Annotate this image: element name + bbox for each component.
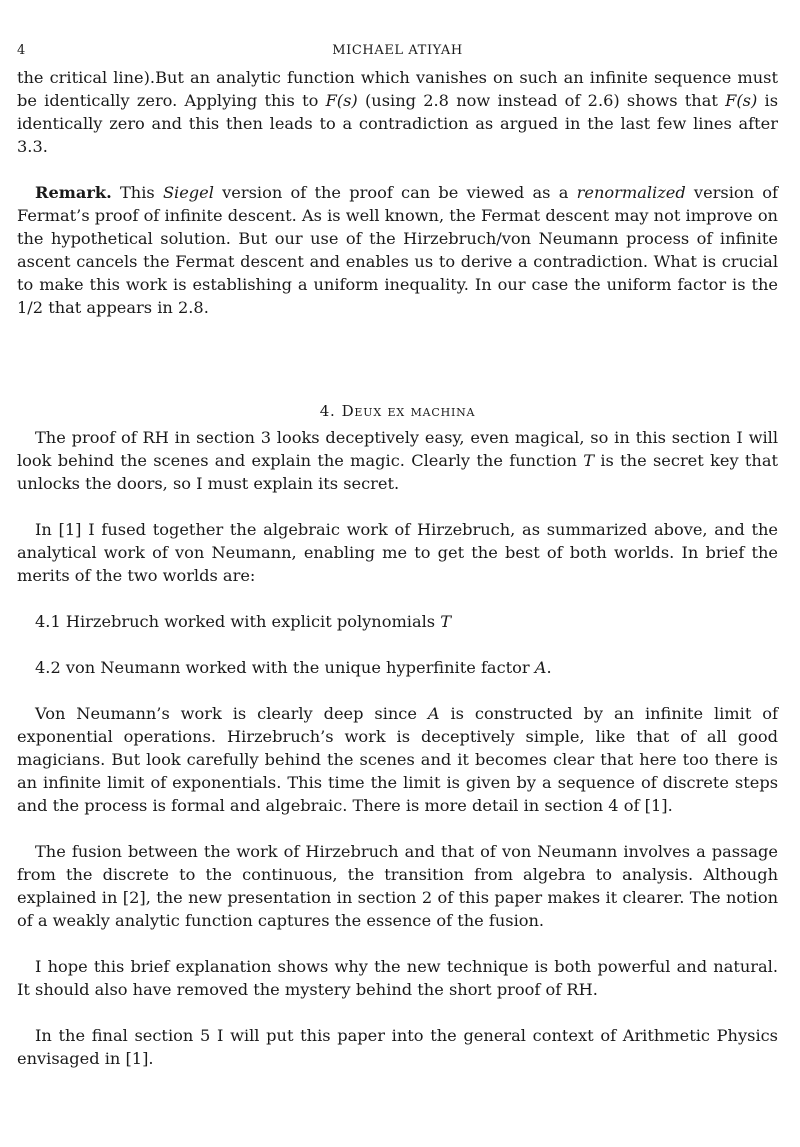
numbered-item: 4.2 von Neumann worked with the unique hyperfinite factor A. — [35, 658, 552, 677]
running-head-author: MICHAEL ATIYAH — [332, 43, 463, 58]
remark-label: Remark. — [35, 183, 112, 202]
body-paragraph: The fusion between the work of Hirzebruch and that of von Neumann involves a passage from the discrete to the continuous, the transition from algebra to analysis. Although explained in [2], the new presentation in section 2 of this paper makes it clearer. The notion of a weakly analytic function captures the essence of the fusion. — [17, 842, 778, 930]
continuation-paragraph: the critical line).But an analytic function which vanishes on such an infinite sequence must be identically zero. Applying this to F(s) (using 2.8 now instead of 2.6) shows that F(s) is identically zero and this then leads to a contradiction as argued in the last few lines after 3.3. — [17, 68, 779, 156]
section-heading — [17, 402, 778, 420]
section-number: 4. — [319, 402, 336, 420]
numbered-item: 4.1 Hirzebruch worked with explicit polynomials T — [35, 612, 452, 631]
remark-paragraph — [17, 181, 778, 319]
body-paragraph: I hope this brief explanation shows why the new technique is both powerful and natural. It should also have removed the mystery behind the short proof of RH. — [17, 957, 778, 999]
running-head — [17, 38, 778, 66]
body-paragraph: In [1] I fused together the algebraic work of Hirzebruch, as summarized above, and the analytical work of von Neumann, enabling me to get the best of both worlds. In brief the merits of the two worlds are: — [17, 520, 778, 585]
remark-text: This Siegel version of the proof can be viewed as a renormalized version of Fermat’s proof of infinite descent. As is well known, the Fermat descent may not improve on the hypothetical solution. But our use of the Hirzebruch/von Neumann process of infinite ascent cancels the Fermat descent and enables us to derive a contradiction. What is crucial to make this work is establishing a uniform inequality. In our case the uniform factor is the 1/2 that appears in 2.8. — [17, 183, 779, 317]
body-paragraph: In the final section 5 I will put this paper into the general context of Arithmetic Physics envisaged in [1]. — [17, 1026, 778, 1068]
body-paragraph: Von Neumann’s work is clearly deep since A is constructed by an infinite limit of exponential operations. Hirzebruch’s work is deceptively simple, like that of all good magicians. But look carefully behind the scenes and it becomes clear that here too there is an infinite limit of exponentials. This time the limit is given by a sequence of discrete steps and the process is formal and algebraic. There is more detail in section 4 of [1]. — [17, 704, 778, 815]
section-title: Deux ex machina — [341, 402, 476, 420]
body-paragraph: The proof of RH in section 3 looks deceptively easy, even magical, so in this section I will look behind the scenes and explain the magic. Clearly the function T is the secret key that unlocks the doors, so I must explain its secret. — [17, 428, 778, 493]
page-number: 4 — [17, 43, 26, 58]
